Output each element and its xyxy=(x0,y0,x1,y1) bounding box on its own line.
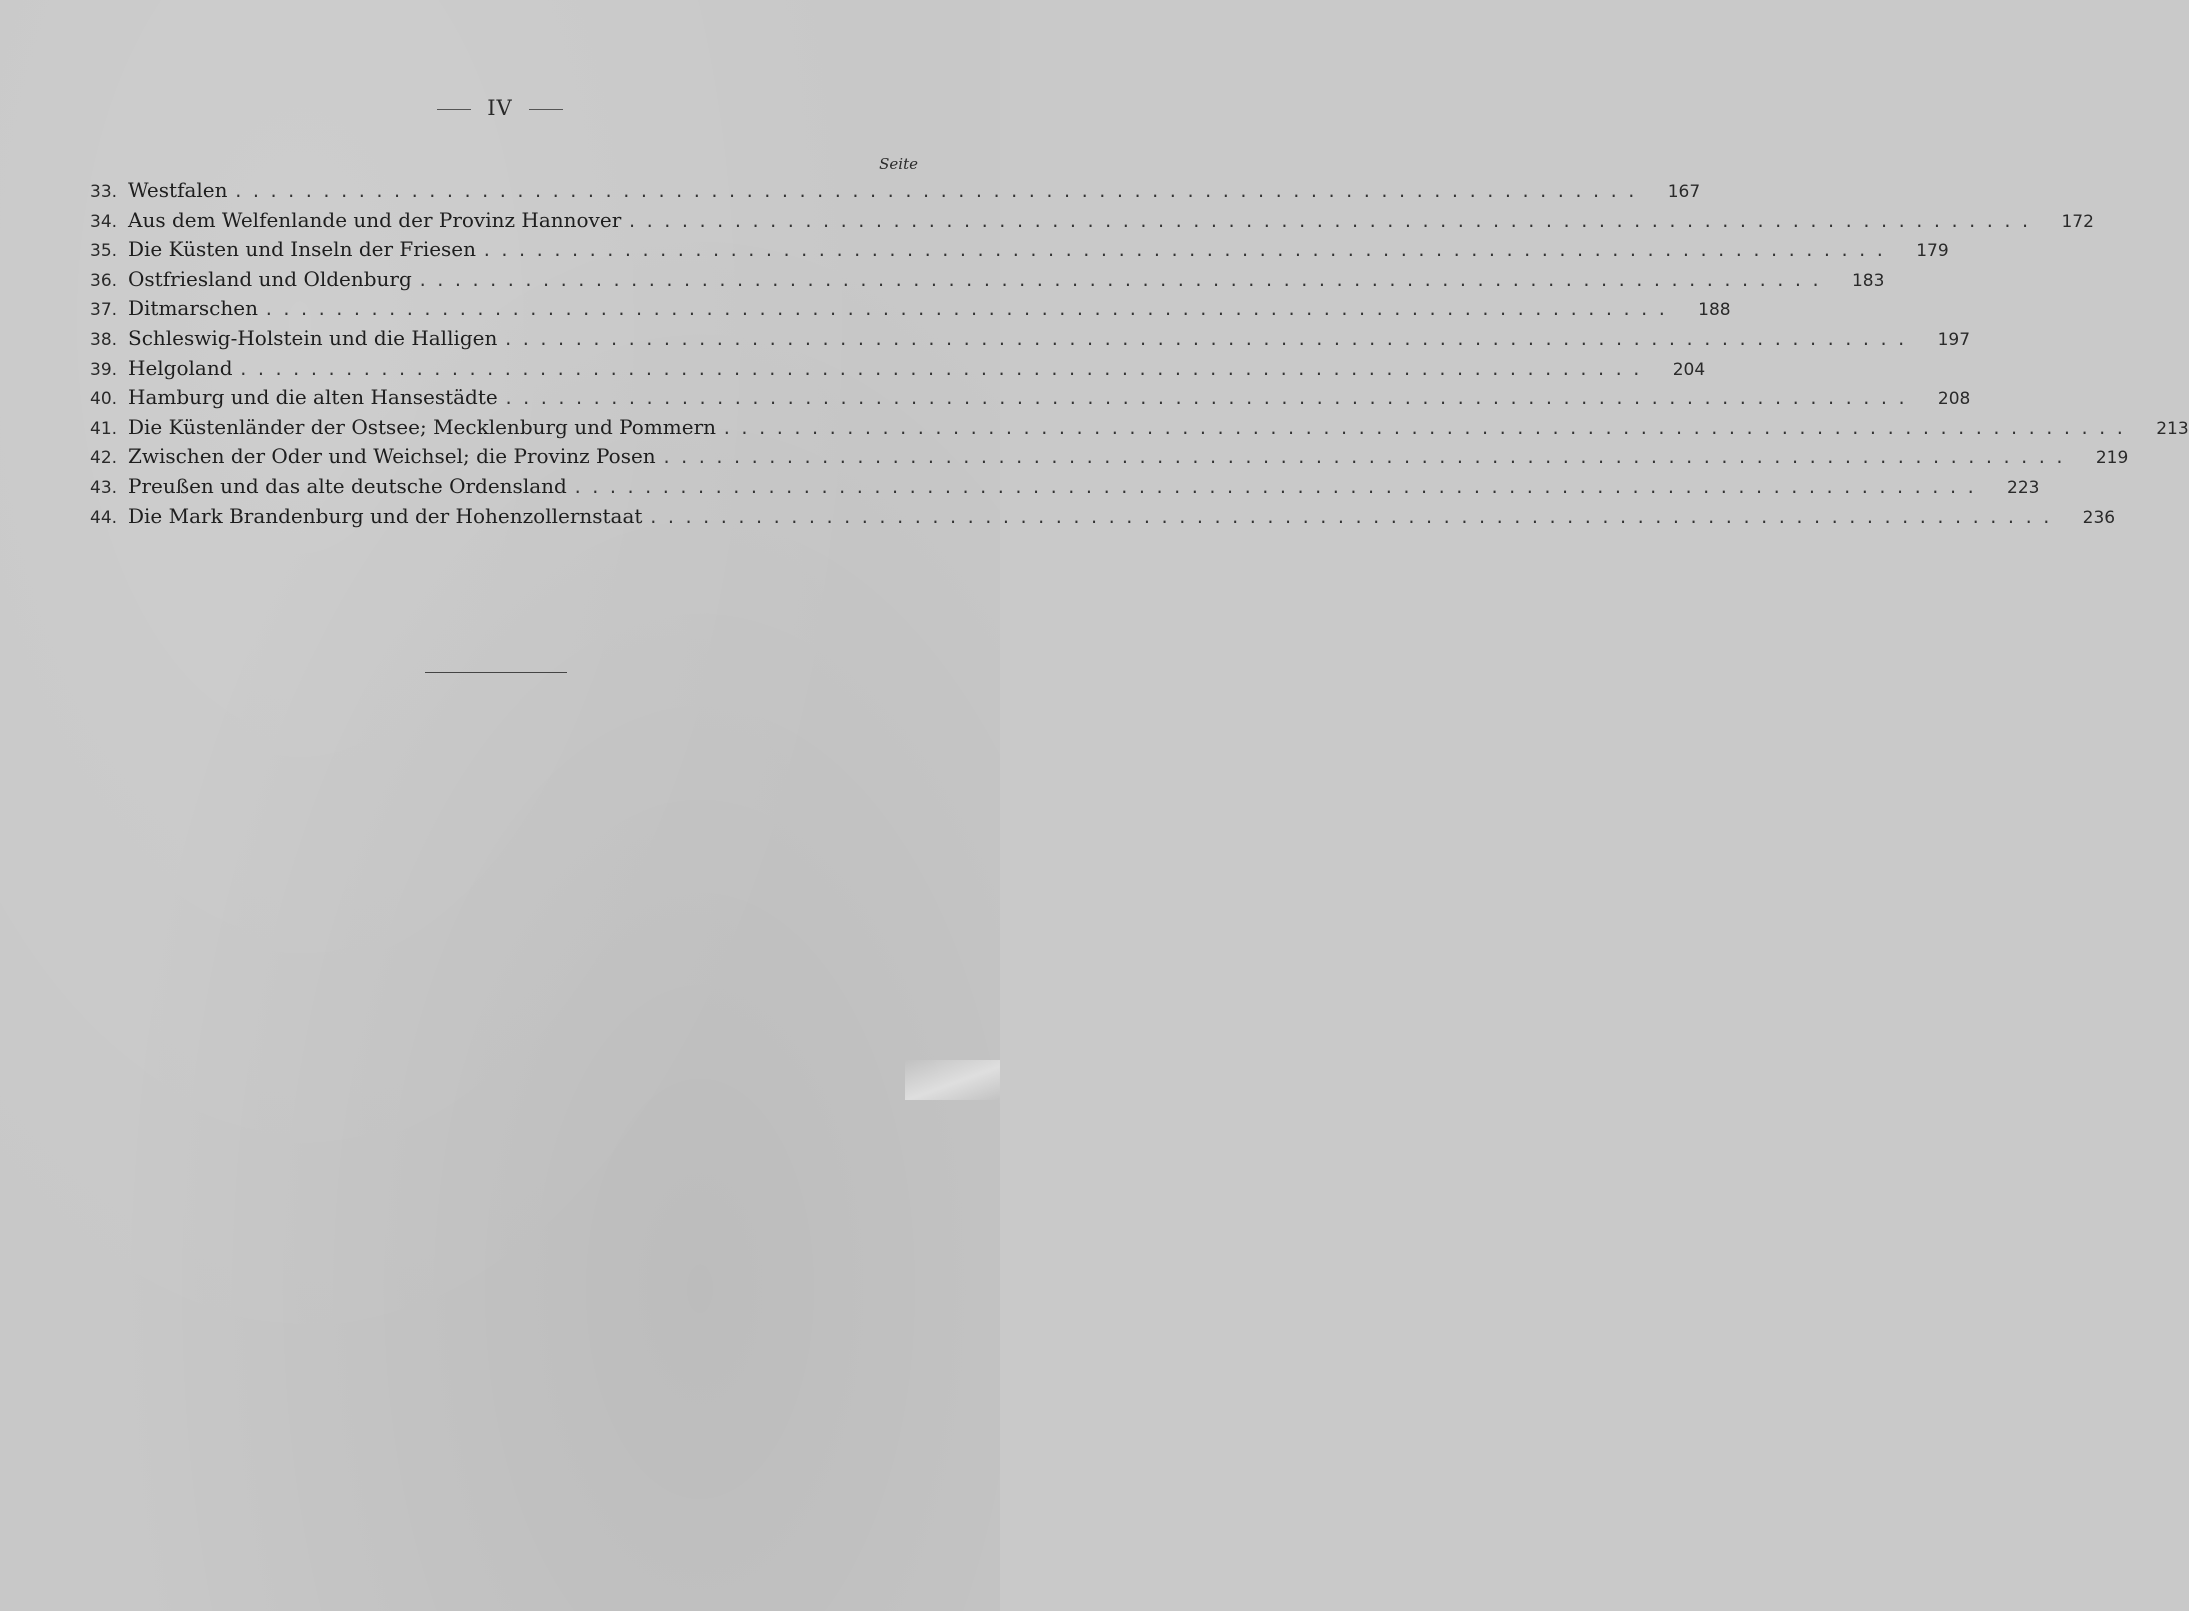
toc-dot-leader: ................................................................................ xyxy=(627,211,2038,231)
toc-dot-leader: ................................................................................ xyxy=(503,389,1915,409)
toc-entry-title: Ostfriesland und Oldenburg xyxy=(128,266,412,291)
toc-entry xyxy=(90,442,2129,472)
toc-entry xyxy=(90,502,2116,532)
toc-entry xyxy=(90,354,1706,384)
toc-entry-number: 40. xyxy=(90,389,118,410)
toc-dot-leader: ................................................................................ xyxy=(482,241,1893,261)
toc-dot-leader: ................................................................................ xyxy=(417,270,1829,290)
toc-entry-number: 44. xyxy=(90,507,118,528)
toc-entry-page: 172 xyxy=(2061,211,2094,232)
toc-entry-number: 35. xyxy=(90,241,118,262)
page-column-header: Seite xyxy=(879,155,918,173)
toc-entry-number: 38. xyxy=(90,329,118,350)
toc-entry-title: Ditmarschen xyxy=(128,296,258,321)
toc-entry-number: 42. xyxy=(90,448,118,469)
toc-entry-number: 39. xyxy=(90,359,118,380)
toc-entry-number: 36. xyxy=(90,270,118,291)
toc-entry-title: Die Küstenländer der Ostsee; Mecklenburg und Pommern xyxy=(128,414,717,439)
toc-entry-number: 41. xyxy=(90,418,118,439)
toc-entry-number: 34. xyxy=(90,211,118,232)
toc-entry-title: Schleswig-Holstein und die Halligen xyxy=(128,325,498,350)
toc-entry-page: 213 xyxy=(2156,418,2189,439)
toc-entry-page: 204 xyxy=(1672,359,1706,380)
toc-entry-number: 43. xyxy=(90,477,118,498)
toc-dot-leader: ................................................................................ xyxy=(661,448,2073,468)
toc-entry xyxy=(90,294,1731,324)
toc-entry-title: Aus dem Welfenlande und der Provinz Hannover xyxy=(128,207,622,232)
toc-entry-page: 197 xyxy=(1937,329,1971,350)
toc-entry xyxy=(90,265,1885,295)
toc-entry-title: Die Küsten und Inseln der Friesen xyxy=(128,237,477,262)
toc-entry xyxy=(90,413,2189,443)
toc-entry-title: Zwischen der Oder und Weichsel; die Provinz Posen xyxy=(128,444,656,469)
toc-entry-title: Helgoland xyxy=(128,355,233,380)
toc-dot-leader: ................................................................................ xyxy=(503,329,1915,349)
toc-entry-page: 208 xyxy=(1937,389,1971,410)
folio-dash-left xyxy=(437,109,471,110)
toc-entry xyxy=(90,324,1971,354)
toc-entry-page: 188 xyxy=(1698,300,1731,321)
toc-entry-title: Die Mark Brandenburg und der Hohenzollernstaat xyxy=(128,503,643,528)
toc-entry-title: Preußen und das alte deutsche Ordensland xyxy=(128,473,567,498)
folio-dash-right xyxy=(529,109,563,110)
paper-crease xyxy=(905,1060,1000,1100)
toc-dot-leader: ................................................................................ xyxy=(648,507,2060,527)
toc-entry-title: Hamburg und die alten Hansestädte xyxy=(128,385,498,410)
toc-entry xyxy=(90,472,2040,502)
toc-entry-number: 33. xyxy=(90,182,118,202)
toc-entry-number: 37. xyxy=(90,300,118,321)
toc-entry-page: 183 xyxy=(1851,270,1885,291)
toc-entry xyxy=(90,176,1701,206)
page-folio xyxy=(0,96,1000,120)
toc-dot-leader: ................................................................................ xyxy=(263,300,1675,320)
end-rule-divider xyxy=(425,672,567,673)
toc-entry xyxy=(90,383,1971,413)
toc-entry xyxy=(90,235,1949,265)
toc-entry-page: 219 xyxy=(2095,448,2129,469)
toc-entry xyxy=(90,206,2094,236)
toc-dot-leader: ................................................................................ xyxy=(722,418,2133,438)
toc-entry-title: Westfalen xyxy=(128,178,228,202)
toc-entry-page: 236 xyxy=(2082,507,2116,528)
folio-number: IV xyxy=(487,96,513,120)
toc-entry-page: 167 xyxy=(1667,182,1701,202)
table-of-contents xyxy=(90,176,2189,531)
toc-dot-leader: ................................................................................ xyxy=(233,182,1645,201)
toc-dot-leader: ................................................................................ xyxy=(572,477,1984,497)
toc-entry-page: 223 xyxy=(2007,477,2040,498)
toc-dot-leader: ................................................................................ xyxy=(238,359,1650,379)
toc-entry-page: 179 xyxy=(1916,241,1949,262)
